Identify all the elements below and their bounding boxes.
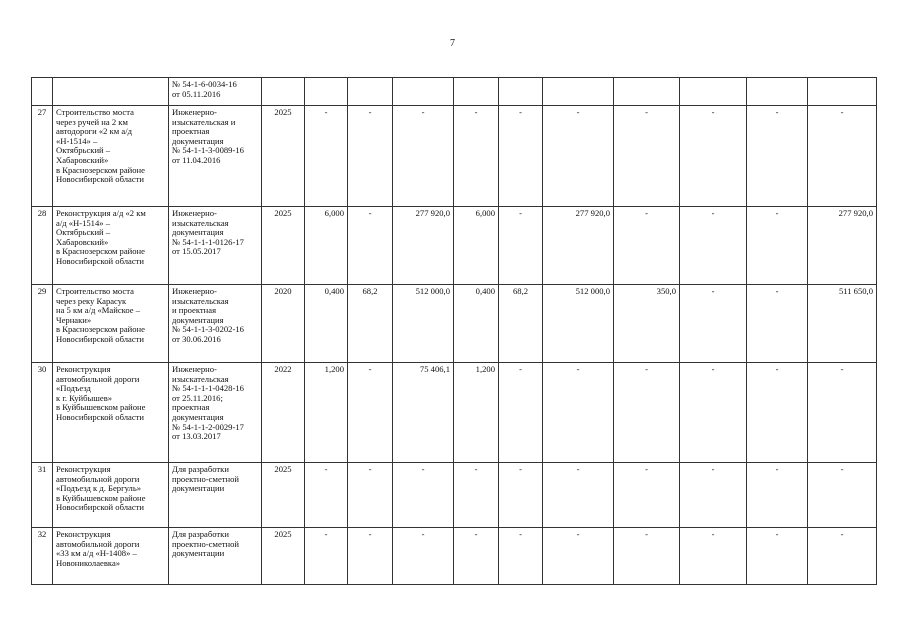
value-cell: [454, 78, 499, 106]
object-name: Реконструкция автомобильной дороги «Подъезд к г. Куйбышев» в Куйбышевском районе Новосибирской области: [53, 363, 169, 463]
value-cell: -: [348, 463, 393, 528]
value-cell: 0,400: [454, 285, 499, 363]
table-row: [32, 106, 877, 207]
row-number: 31: [32, 463, 53, 528]
value-cell: -: [680, 285, 747, 363]
value-cell: -: [808, 363, 877, 463]
document-basis: Инженерно- изыскательская и проектная документация № 54-1-1-3-0202-16 от 30.06.2016: [169, 285, 262, 363]
row-number: 28: [32, 207, 53, 285]
value-cell: -: [808, 528, 877, 585]
value-cell: -: [499, 528, 543, 585]
table-row: [32, 363, 877, 463]
document-basis: Для разработки проектно-сметной документации: [169, 528, 262, 585]
value-cell: [680, 78, 747, 106]
value-cell: -: [680, 106, 747, 207]
value-cell: -: [614, 207, 680, 285]
table-row: [32, 463, 877, 528]
value-cell: -: [454, 528, 499, 585]
row-number: 27: [32, 106, 53, 207]
document-basis: № 54-1-6-0034-16 от 05.11.2016: [169, 78, 262, 106]
value-cell: 277 920,0: [393, 207, 454, 285]
table-row: [32, 78, 877, 106]
value-cell: [305, 78, 348, 106]
value-cell: -: [454, 463, 499, 528]
value-cell: -: [543, 106, 614, 207]
table-row: [32, 207, 877, 285]
value-cell: 511 650,0: [808, 285, 877, 363]
value-cell: -: [305, 463, 348, 528]
value-cell: -: [454, 106, 499, 207]
year-cell: [262, 78, 305, 106]
value-cell: -: [614, 363, 680, 463]
value-cell: -: [543, 363, 614, 463]
document-basis: Для разработки проектно-сметной документации: [169, 463, 262, 528]
year-cell: 2020: [262, 285, 305, 363]
year-cell: 2025: [262, 106, 305, 207]
value-cell: -: [808, 106, 877, 207]
year-cell: 2022: [262, 363, 305, 463]
value-cell: -: [348, 528, 393, 585]
year-cell: 2025: [262, 463, 305, 528]
value-cell: 68,2: [348, 285, 393, 363]
value-cell: [543, 78, 614, 106]
row-number: 30: [32, 363, 53, 463]
value-cell: [348, 78, 393, 106]
value-cell: -: [543, 528, 614, 585]
value-cell: -: [305, 528, 348, 585]
value-cell: -: [747, 363, 808, 463]
value-cell: -: [614, 463, 680, 528]
document-basis: Инженерно- изыскательская документация № 54-1-1-1-0126-17 от 15.05.2017: [169, 207, 262, 285]
value-cell: 277 920,0: [543, 207, 614, 285]
document-basis: Инженерно- изыскательская № 54-1-1-1-0428-16 от 25.11.2016; проектная документация № 54-1-1-2-0029-17 от 13.03.2017: [169, 363, 262, 463]
value-cell: -: [348, 106, 393, 207]
value-cell: -: [747, 528, 808, 585]
value-cell: -: [680, 363, 747, 463]
value-cell: [808, 78, 877, 106]
row-number: [32, 78, 53, 106]
value-cell: 512 000,0: [543, 285, 614, 363]
value-cell: -: [393, 106, 454, 207]
object-name: Реконструкция автомобильной дороги «33 км а/д «Н-1408» – Новониколаевка»: [53, 528, 169, 585]
object-name: Реконструкция а/д «2 км а/д «Н-1514» – Октябрьский – Хабаровский» в Краснозерском районе Новосибирской области: [53, 207, 169, 285]
value-cell: 350,0: [614, 285, 680, 363]
value-cell: -: [348, 363, 393, 463]
value-cell: 68,2: [499, 285, 543, 363]
value-cell: [614, 78, 680, 106]
object-name: Строительство моста через ручей на 2 км автодороги «2 км а/д «Н-1514» – Октябрьский – Хабаровский» в Краснозерском районе Новосибирской области: [53, 106, 169, 207]
year-cell: 2025: [262, 207, 305, 285]
value-cell: -: [499, 106, 543, 207]
year-cell: 2025: [262, 528, 305, 585]
value-cell: 1,200: [305, 363, 348, 463]
value-cell: 6,000: [454, 207, 499, 285]
value-cell: -: [808, 463, 877, 528]
value-cell: -: [747, 285, 808, 363]
value-cell: -: [680, 463, 747, 528]
value-cell: -: [543, 463, 614, 528]
value-cell: [747, 78, 808, 106]
page-number: 7: [450, 38, 455, 49]
object-name: [53, 78, 169, 106]
value-cell: -: [680, 207, 747, 285]
row-number: 32: [32, 528, 53, 585]
value-cell: 6,000: [305, 207, 348, 285]
value-cell: 75 406,1: [393, 363, 454, 463]
value-cell: -: [614, 106, 680, 207]
value-cell: [393, 78, 454, 106]
table-row: [32, 528, 877, 585]
value-cell: 1,200: [454, 363, 499, 463]
value-cell: -: [747, 207, 808, 285]
value-cell: -: [747, 106, 808, 207]
value-cell: 512 000,0: [393, 285, 454, 363]
value-cell: -: [747, 463, 808, 528]
value-cell: [499, 78, 543, 106]
value-cell: -: [499, 463, 543, 528]
value-cell: -: [499, 363, 543, 463]
document-basis: Инженерно- изыскательская и проектная документация № 54-1-1-3-0089-16 от 11.04.2016: [169, 106, 262, 207]
object-name: Строительство моста через реку Карасук на 5 км а/д «Майское – Чернаки» в Краснозерском районе Новосибирской области: [53, 285, 169, 363]
object-name: Реконструкция автомобильной дороги «Подъезд к д. Бергуль» в Куйбышевском районе Новосибирской области: [53, 463, 169, 528]
table-row: [32, 285, 877, 363]
value-cell: -: [680, 528, 747, 585]
row-number: 29: [32, 285, 53, 363]
value-cell: -: [614, 528, 680, 585]
value-cell: -: [305, 106, 348, 207]
value-cell: -: [499, 207, 543, 285]
value-cell: -: [393, 463, 454, 528]
value-cell: -: [393, 528, 454, 585]
value-cell: -: [348, 207, 393, 285]
works-table: [31, 77, 877, 585]
value-cell: 277 920,0: [808, 207, 877, 285]
value-cell: 0,400: [305, 285, 348, 363]
